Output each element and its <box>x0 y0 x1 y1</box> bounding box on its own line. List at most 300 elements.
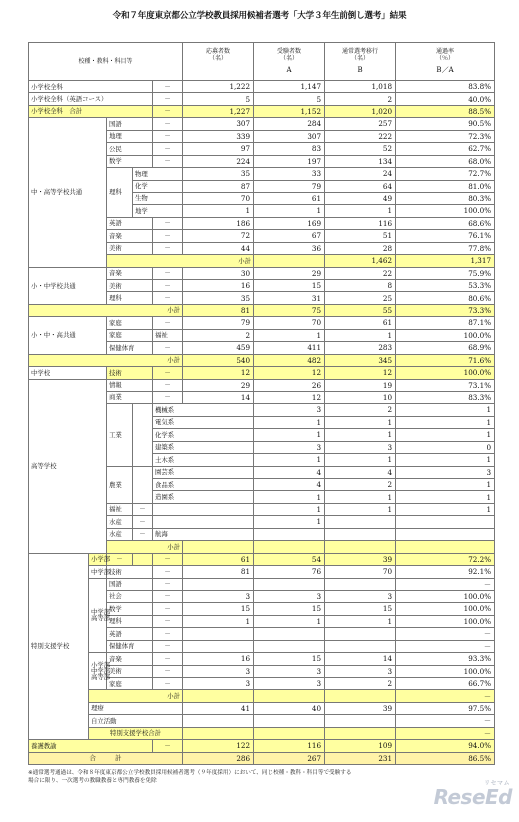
data-cell: 77.8% <box>396 242 495 254</box>
data-cell: 1,020 <box>325 105 396 117</box>
data-cell: 70 <box>183 192 254 204</box>
row-label: 小学部 <box>89 553 107 565</box>
row-label: 電気系 <box>153 416 254 428</box>
data-cell: 3 <box>254 441 325 453</box>
data-cell: 1,222 <box>183 81 254 93</box>
data-cell: 73.3% <box>396 304 495 316</box>
data-cell: 76 <box>254 566 325 578</box>
data-cell <box>325 690 396 702</box>
row-dash: － <box>153 143 183 155</box>
data-cell: 33 <box>254 168 325 180</box>
row-label: 理科 <box>107 615 153 627</box>
data-cell: 66.7% <box>396 678 495 690</box>
data-cell <box>325 528 396 540</box>
header-label: 通過率 <box>436 48 455 55</box>
header-examinees <box>254 43 325 81</box>
data-cell: 169 <box>254 217 325 229</box>
row-dash: － <box>153 267 183 279</box>
data-cell: 1 <box>254 416 325 428</box>
data-cell <box>254 628 325 640</box>
data-cell: 75 <box>254 304 325 316</box>
data-cell: 1 <box>183 615 254 627</box>
data-cell: 29 <box>254 267 325 279</box>
data-cell: 70 <box>325 566 396 578</box>
data-cell: 307 <box>183 118 254 130</box>
table-row <box>29 317 495 329</box>
data-cell: 231 <box>325 752 396 764</box>
data-cell: 30 <box>183 267 254 279</box>
data-cell: 3 <box>254 665 325 677</box>
data-cell <box>183 715 254 727</box>
data-cell: 1 <box>325 205 396 217</box>
row-label: 音楽 <box>107 230 153 242</box>
data-cell: 24 <box>325 168 396 180</box>
data-cell: 81 <box>183 304 254 316</box>
data-cell: － <box>396 640 495 652</box>
table-row <box>29 715 495 727</box>
data-cell <box>325 628 396 640</box>
data-cell: 1 <box>325 615 396 627</box>
data-cell: 39 <box>325 702 396 714</box>
data-cell: 1,317 <box>396 255 495 267</box>
table-row <box>29 267 495 279</box>
data-cell: 267 <box>254 752 325 764</box>
row-label: 水産 <box>107 528 133 540</box>
table-row <box>29 740 495 752</box>
data-cell: 15 <box>254 603 325 615</box>
data-cell: 100.0% <box>396 367 495 379</box>
header-unit: （名） <box>209 55 228 62</box>
data-cell: 90.5% <box>396 118 495 130</box>
row-dash: － <box>153 217 183 229</box>
row-dash: － <box>153 93 183 105</box>
footnote-line: 場合に限り、一次選考の教職教養と専門教養を免除 <box>28 778 157 784</box>
table-row <box>29 118 495 130</box>
row-label: 中学校 <box>29 367 107 379</box>
data-cell: 83.8% <box>396 81 495 93</box>
row-label: 美術 <box>107 280 153 292</box>
data-cell: 1 <box>396 416 495 428</box>
data-cell: 3 <box>254 678 325 690</box>
row-label: 数学 <box>107 603 153 615</box>
table-row <box>29 81 495 93</box>
row-label: 美術 <box>107 665 153 677</box>
row-label: 機械系 <box>153 404 254 416</box>
row-label: 公民 <box>107 143 153 155</box>
row-label: 工業 <box>107 404 133 466</box>
data-cell: 12 <box>325 367 396 379</box>
data-cell: 1 <box>396 429 495 441</box>
data-cell: 224 <box>183 155 254 167</box>
data-cell: － <box>396 715 495 727</box>
data-cell: 64 <box>325 180 396 192</box>
header-unit: （％） <box>436 55 455 62</box>
data-cell: 19 <box>325 379 396 391</box>
data-cell: 14 <box>325 653 396 665</box>
data-cell: 68.0% <box>396 155 495 167</box>
data-cell: 67 <box>254 230 325 242</box>
row-dash: － <box>153 292 183 304</box>
data-cell: 1 <box>254 429 325 441</box>
row-label: 国語 <box>107 578 153 590</box>
row-group <box>89 578 111 653</box>
data-cell: 1 <box>325 503 396 515</box>
data-cell: 1 <box>254 615 325 627</box>
data-cell: 12 <box>254 367 325 379</box>
data-cell: 134 <box>325 155 396 167</box>
data-cell: 35 <box>183 168 254 180</box>
data-cell: 116 <box>254 740 325 752</box>
data-cell: 197 <box>254 155 325 167</box>
data-cell: 61 <box>254 192 325 204</box>
data-cell: 1 <box>396 454 495 466</box>
row-label: 特別支援学校 <box>29 553 89 740</box>
data-cell: 40 <box>254 702 325 714</box>
data-cell: 222 <box>325 130 396 142</box>
data-cell: 94.0% <box>396 740 495 752</box>
data-cell: 61 <box>183 553 254 565</box>
data-cell: 540 <box>183 354 254 366</box>
data-cell: 283 <box>325 342 396 354</box>
row-label: 化学 <box>133 180 183 192</box>
row-label: 自立活動 <box>89 715 183 727</box>
data-cell <box>325 578 396 590</box>
row-label: 小・中学校共通 <box>29 267 107 304</box>
row-dash: － <box>153 615 183 627</box>
row-label: 航海 <box>153 528 254 540</box>
data-cell: 40.0% <box>396 93 495 105</box>
data-cell <box>183 727 254 739</box>
row-label: 小学校全科 合計 <box>29 105 153 117</box>
row-label: 土木系 <box>153 454 254 466</box>
row-dash: － <box>153 342 183 354</box>
data-cell: 339 <box>183 130 254 142</box>
header-unit: （名） <box>280 55 299 62</box>
row-label: 中学部 <box>89 566 107 578</box>
table-row <box>29 354 495 366</box>
table-row <box>29 379 495 391</box>
row-label: 生物 <box>133 192 183 204</box>
header-unit: （名） <box>351 55 370 62</box>
data-cell: 2 <box>183 329 254 341</box>
data-cell: 29 <box>183 379 254 391</box>
row-label: 技術 <box>107 566 153 578</box>
data-cell: 1 <box>325 454 396 466</box>
header-label: 応募者数 <box>206 48 231 55</box>
data-cell <box>183 640 254 652</box>
header-applicants <box>183 43 254 81</box>
table-cell <box>133 466 153 503</box>
data-cell: 100.0% <box>396 205 495 217</box>
data-cell: 100.0% <box>396 603 495 615</box>
data-cell: 41 <box>183 702 254 714</box>
data-cell: 1 <box>325 429 396 441</box>
data-cell: 72 <box>183 230 254 242</box>
data-cell: 1 <box>254 205 325 217</box>
row-label: 造園系 <box>153 491 254 503</box>
row-label: 小・中・高共通 <box>29 317 107 354</box>
row-dash: － <box>153 118 183 130</box>
header-rate <box>396 43 495 81</box>
row-label: 技術 <box>107 367 153 379</box>
data-cell: 1 <box>396 479 495 491</box>
row-dash: － <box>153 155 183 167</box>
data-cell: 1 <box>325 329 396 341</box>
header-letter: A <box>286 66 292 74</box>
data-cell: 3 <box>183 678 254 690</box>
data-cell: 72.3% <box>396 130 495 142</box>
data-cell <box>183 628 254 640</box>
row-label: 福祉 <box>107 503 133 515</box>
data-cell: 79 <box>183 317 254 329</box>
data-cell: 257 <box>325 118 396 130</box>
data-cell <box>396 528 495 540</box>
data-cell: 1 <box>183 205 254 217</box>
row-dash: － <box>153 280 183 292</box>
row-label: 地理 <box>107 130 153 142</box>
data-cell: 100.0% <box>396 329 495 341</box>
table-cell <box>133 553 153 565</box>
header-category: 校種・教科・科目等 <box>29 43 183 81</box>
row-label: 物理 <box>133 168 183 180</box>
row-label: 社会 <box>107 590 153 602</box>
row-label: 家庭 <box>107 317 153 329</box>
row-label: 中・高等学校共通 <box>29 118 107 267</box>
row-label: 理療 <box>89 702 183 714</box>
data-cell: 31 <box>254 292 325 304</box>
data-cell: 284 <box>254 118 325 130</box>
data-cell: 71.6% <box>396 354 495 366</box>
data-cell: 28 <box>325 242 396 254</box>
data-cell: 100.0% <box>396 665 495 677</box>
row-label: 高等学校 <box>29 379 107 553</box>
data-cell <box>325 727 396 739</box>
reseed-logo <box>433 778 516 818</box>
data-cell: 3 <box>396 466 495 478</box>
row-dash: － <box>153 653 183 665</box>
table-row <box>29 304 495 316</box>
data-cell: 307 <box>254 130 325 142</box>
row-dash: － <box>153 130 183 142</box>
data-cell: 1 <box>325 416 396 428</box>
data-cell: 68.9% <box>396 342 495 354</box>
header-letter: B／A <box>436 66 454 74</box>
data-cell: 122 <box>183 740 254 752</box>
data-cell: 68.6% <box>396 217 495 229</box>
row-label: 食品系 <box>153 479 254 491</box>
data-cell: 116 <box>325 217 396 229</box>
data-cell: 52 <box>325 143 396 155</box>
data-cell <box>254 690 325 702</box>
row-label: 小学校全科（英語コース） <box>29 93 153 105</box>
data-cell: － <box>396 628 495 640</box>
data-cell: 39 <box>325 553 396 565</box>
data-cell: 8 <box>325 280 396 292</box>
row-group <box>89 653 111 690</box>
data-cell: 286 <box>183 752 254 764</box>
header-label: 受験者数 <box>277 48 302 55</box>
row-dash: － <box>133 503 153 515</box>
data-cell: 3 <box>325 665 396 677</box>
row-label: 園芸系 <box>153 466 254 478</box>
row-label: 福祉 <box>153 329 183 341</box>
data-cell: 186 <box>183 217 254 229</box>
data-cell: 75.9% <box>396 267 495 279</box>
data-cell: 70 <box>254 317 325 329</box>
data-cell: 54 <box>254 553 325 565</box>
data-cell: 86.5% <box>396 752 495 764</box>
row-dash: － <box>153 230 183 242</box>
table-row <box>29 578 495 590</box>
data-cell: 25 <box>325 292 396 304</box>
data-cell <box>254 640 325 652</box>
data-cell: 15 <box>325 603 396 615</box>
data-cell: 76.1% <box>396 230 495 242</box>
data-cell: 100.0% <box>396 590 495 602</box>
row-dash: － <box>133 528 153 540</box>
table-cell <box>133 404 153 466</box>
data-cell <box>254 541 325 553</box>
data-cell: 81.0% <box>396 180 495 192</box>
row-dash: － <box>153 603 183 615</box>
row-label: 農業 <box>107 466 133 503</box>
row-label: 情報 <box>107 379 153 391</box>
data-cell: 3 <box>254 590 325 602</box>
row-dash: － <box>153 81 183 93</box>
row-dash: － <box>153 590 183 602</box>
table-cell <box>153 516 254 528</box>
footnote-line: ※通常選考通過は、令和８年度東京都公立学校教員採用候補者選考（９年度採用）において、同じ校種・教科・科目等で受験する <box>28 770 352 776</box>
logo-text: ReseEd <box>433 785 512 809</box>
row-label: 英語 <box>107 628 153 640</box>
data-cell: 87 <box>183 180 254 192</box>
table-row <box>29 727 495 739</box>
data-cell: 97.5% <box>396 702 495 714</box>
logo-caption: リセマム <box>484 780 510 787</box>
data-cell: 4 <box>325 466 396 478</box>
data-cell: 1 <box>254 503 325 515</box>
table-row <box>29 653 495 665</box>
row-label: 英語 <box>107 217 153 229</box>
data-cell: 73.1% <box>396 379 495 391</box>
table-cell <box>183 541 254 553</box>
data-cell: 1 <box>396 491 495 503</box>
data-cell: 5 <box>254 93 325 105</box>
row-dash: － <box>153 553 183 565</box>
row-label: 地学 <box>133 205 183 217</box>
data-cell: 2 <box>325 479 396 491</box>
data-cell: 55 <box>325 304 396 316</box>
data-cell: － <box>396 727 495 739</box>
data-cell: 49 <box>325 192 396 204</box>
data-cell: 459 <box>183 342 254 354</box>
data-cell: 72.7% <box>396 168 495 180</box>
data-cell: 92.1% <box>396 566 495 578</box>
data-cell: 22 <box>325 267 396 279</box>
data-cell: 0 <box>396 441 495 453</box>
row-label: 水産 <box>107 516 133 528</box>
data-cell: 93.3% <box>396 653 495 665</box>
row-dash: － <box>153 566 183 578</box>
data-cell: 15 <box>183 603 254 615</box>
data-cell: 26 <box>254 379 325 391</box>
data-cell: 109 <box>325 740 396 752</box>
row-label: 商業 <box>107 391 153 403</box>
grand-total-label: 合 計 <box>29 752 183 764</box>
table-row <box>29 553 495 565</box>
table-row <box>29 367 495 379</box>
row-label: 化学系 <box>153 429 254 441</box>
table-row <box>29 93 495 105</box>
row-dash: － <box>153 640 183 652</box>
subtotal-label: 小計 <box>29 304 183 316</box>
row-dash: － <box>133 516 153 528</box>
header-letter: B <box>357 66 363 74</box>
data-cell: 80.3% <box>396 192 495 204</box>
row-label: 建築系 <box>153 441 254 453</box>
table-row <box>29 702 495 714</box>
row-label: 養護教諭 <box>29 740 153 752</box>
data-cell: 16 <box>183 280 254 292</box>
row-label: 音楽 <box>107 653 153 665</box>
subtotal-label: 特別支援学校合計 <box>89 727 183 739</box>
data-cell: 35 <box>183 292 254 304</box>
row-dash: － <box>153 740 183 752</box>
data-cell: 5 <box>183 93 254 105</box>
subtotal-label: 小計 <box>29 354 183 366</box>
data-cell <box>325 640 396 652</box>
data-cell: 81 <box>183 566 254 578</box>
data-cell: 10 <box>325 391 396 403</box>
data-cell: 1 <box>325 491 396 503</box>
table-row <box>29 105 495 117</box>
row-label: 保健体育 <box>107 342 153 354</box>
data-cell: 2 <box>325 93 396 105</box>
data-cell: 1 <box>396 503 495 515</box>
data-cell: 14 <box>183 391 254 403</box>
row-label: 音楽 <box>107 267 153 279</box>
row-dash: － <box>153 105 183 117</box>
row-dash: － <box>153 665 183 677</box>
row-dash: － <box>153 391 183 403</box>
data-cell: 62.7% <box>396 143 495 155</box>
footnote <box>28 769 494 785</box>
subtotal-label: 小計 <box>89 690 183 702</box>
data-cell: 4 <box>254 479 325 491</box>
data-cell <box>325 541 396 553</box>
data-cell <box>396 516 495 528</box>
row-dash: － <box>153 317 183 329</box>
data-cell: 1,227 <box>183 105 254 117</box>
data-cell: 80.6% <box>396 292 495 304</box>
row-dash: － <box>153 242 183 254</box>
data-cell <box>396 541 495 553</box>
data-cell <box>254 715 325 727</box>
data-cell: 3 <box>183 665 254 677</box>
data-cell <box>183 578 254 590</box>
data-cell: 15 <box>254 280 325 292</box>
data-cell: 16 <box>183 653 254 665</box>
row-label: 数学 <box>107 155 153 167</box>
data-cell: 87.1% <box>396 317 495 329</box>
data-cell: 1,462 <box>325 255 396 267</box>
data-cell: 51 <box>325 230 396 242</box>
data-cell <box>254 727 325 739</box>
data-cell: 72.2% <box>396 553 495 565</box>
data-cell: 482 <box>254 354 325 366</box>
data-cell: 44 <box>183 242 254 254</box>
table-row <box>29 566 495 578</box>
